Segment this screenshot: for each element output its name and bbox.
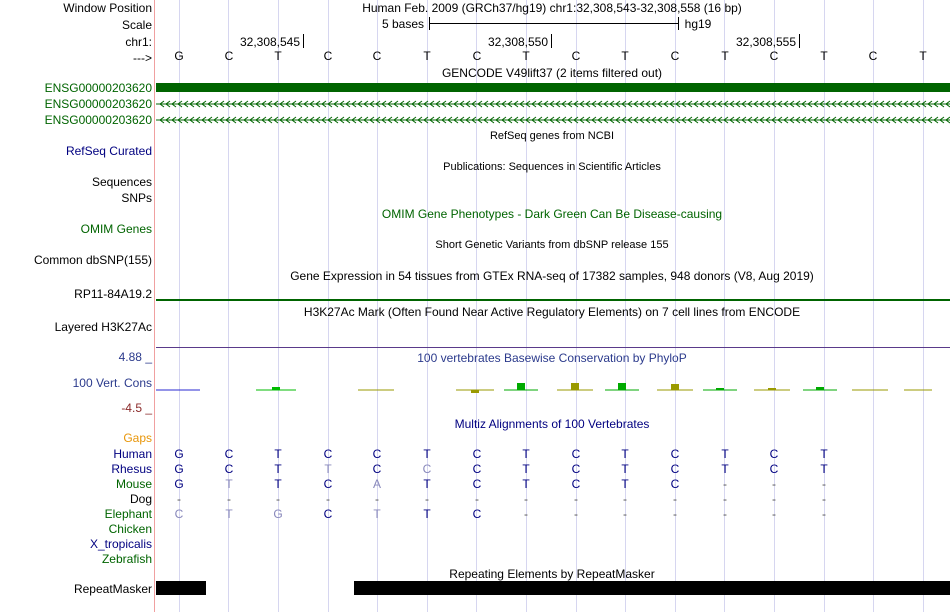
alignment-base: T [721, 447, 729, 461]
alignment-base: T [423, 507, 431, 521]
alignment-base: C [422, 462, 432, 476]
alignment-base: T [820, 447, 828, 461]
alignment-base: - [822, 492, 826, 506]
species-label[interactable]: Elephant [104, 507, 152, 521]
scale-assembly: hg19 [684, 17, 712, 31]
conservation-glyph [272, 387, 280, 390]
alignment-base: C [571, 477, 581, 491]
gaps-label[interactable]: Gaps [123, 431, 152, 445]
gtex-expression-bar[interactable] [156, 299, 950, 301]
alignment-base: - [673, 492, 677, 506]
gencode-item-label[interactable]: ENSG00000203620 [44, 81, 152, 95]
conservation-min-label: -4.5 _ [121, 401, 152, 415]
window-position-value: Human Feb. 2009 (GRCh37/hg19) chr1:32,308,543-32,308,558 (16 bp) [362, 1, 742, 15]
dna-base: C [868, 49, 878, 63]
repeat-element-block[interactable] [156, 581, 206, 595]
species-label[interactable]: Zebrafish [101, 552, 152, 566]
alignment-base: - [623, 507, 627, 521]
alignment-base: - [524, 492, 528, 506]
alignment-base: C [174, 507, 184, 521]
alignment-base: - [425, 492, 429, 506]
alignment-base: G [174, 477, 184, 491]
alignment-base: C [670, 462, 680, 476]
repeat-element-block[interactable] [354, 581, 950, 595]
dna-base: C [472, 49, 482, 63]
alignment-base: C [472, 462, 482, 476]
dna-base: C [670, 49, 680, 63]
conservation-track-label[interactable]: 100 Vert. Cons [72, 376, 152, 390]
conservation-glyph [618, 383, 626, 390]
alignment-base: - [822, 477, 826, 491]
alignment-base: C [571, 447, 581, 461]
dna-base: T [621, 49, 629, 63]
dna-base: C [571, 49, 581, 63]
alignment-base: - [723, 507, 727, 521]
gencode-item-label[interactable]: ENSG00000203620 [44, 97, 152, 111]
alignment-base: G [174, 447, 184, 461]
alignment-base: - [375, 492, 379, 506]
dna-base: G [174, 49, 184, 63]
alignment-base: T [621, 447, 629, 461]
alignment-base: T [522, 462, 530, 476]
alignment-base: - [276, 492, 280, 506]
multiz-track-title: Multiz Alignments of 100 Vertebrates [454, 417, 650, 431]
alignment-base: C [372, 447, 382, 461]
alignment-base: T [621, 462, 629, 476]
conservation-glyph [671, 384, 679, 390]
alignment-base: T [621, 477, 629, 491]
species-label[interactable]: Rhesus [111, 462, 152, 476]
alignment-base: T [373, 507, 381, 521]
alignment-base: - [772, 477, 776, 491]
alignment-base: T [522, 447, 530, 461]
alignment-base: C [472, 507, 482, 521]
alignment-base: C [372, 462, 382, 476]
alignment-base: T [274, 462, 282, 476]
repeatmasker-track-title: Repeating Elements by RepeatMasker [449, 567, 655, 581]
species-label[interactable]: Chicken [108, 522, 152, 536]
dna-base: T [919, 49, 927, 63]
alignment-base: T [225, 477, 233, 491]
alignment-base: T [423, 477, 431, 491]
conservation-glyph [517, 383, 525, 390]
conservation-max-label: 4.88 _ [118, 350, 152, 364]
alignment-base: - [623, 492, 627, 506]
coord-label: 32,308,550 [487, 35, 549, 49]
snps-track-label[interactable]: SNPs [121, 191, 152, 205]
alignment-base: - [723, 477, 727, 491]
alignment-base: C [670, 447, 680, 461]
conservation-track-title: 100 vertebrates Basewise Conservation by PhyloP [417, 351, 687, 365]
alignment-base: - [177, 492, 181, 506]
dna-base: T [820, 49, 828, 63]
alignment-base: - [723, 492, 727, 506]
species-label[interactable]: Mouse [115, 477, 152, 491]
alignment-base: - [772, 507, 776, 521]
publications-track-title: Publications: Sequences in Scientific Articles [443, 161, 661, 173]
alignment-base: T [423, 447, 431, 461]
alignment-base: - [673, 507, 677, 521]
alignment-base: C [323, 507, 333, 521]
alignment-base: - [227, 492, 231, 506]
alignment-base: C [224, 447, 234, 461]
alignment-base: T [274, 477, 282, 491]
dna-base: C [372, 49, 382, 63]
gencode-track-title: GENCODE V49lift37 (2 items filtered out) [441, 66, 663, 80]
species-label[interactable]: X_tropicalis [89, 537, 152, 551]
alignment-base: T [225, 507, 233, 521]
scale-label: Scale [121, 18, 152, 32]
coord-label: 32,308,545 [239, 35, 301, 49]
conservation-glyph [716, 388, 724, 390]
alignment-base: G [174, 462, 184, 476]
alignment-base: G [273, 507, 283, 521]
alignment-base: A [372, 477, 381, 491]
alignment-base: - [822, 507, 826, 521]
alignment-base: - [475, 492, 479, 506]
alignment-base: T [324, 462, 332, 476]
dna-base: C [224, 49, 234, 63]
h3k27ac-track-label[interactable]: Layered H3K27Ac [54, 320, 152, 334]
gtex-track-label[interactable]: RP11-84A19.2 [74, 287, 152, 301]
scale-value: 5 bases [381, 17, 425, 31]
alignment-base: T [820, 462, 828, 476]
conservation-glyph [768, 388, 776, 390]
dna-base: T [274, 49, 282, 63]
alignment-base: - [574, 507, 578, 521]
dna-base: C [769, 49, 779, 63]
dna-base: T [423, 49, 431, 63]
alignment-base: T [522, 477, 530, 491]
conservation-glyph [471, 390, 479, 393]
alignment-base: C [670, 477, 680, 491]
alignment-base: C [472, 447, 482, 461]
refseq-track-label[interactable]: RefSeq Curated [65, 144, 152, 158]
dna-base: T [522, 49, 530, 63]
species-label[interactable]: Human [113, 447, 152, 461]
alignment-base: T [274, 447, 282, 461]
alignment-base: C [472, 477, 482, 491]
alignment-base: - [772, 492, 776, 506]
omim-track-title: OMIM Gene Phenotypes - Dark Green Can Be Disease-causing [381, 207, 723, 221]
alignment-base: T [721, 462, 729, 476]
strand-arrow-label: ---> [133, 51, 152, 65]
alignment-base: C [323, 447, 333, 461]
alignment-base: - [524, 507, 528, 521]
species-label[interactable]: Dog [129, 492, 152, 506]
gencode-item-label[interactable]: ENSG00000203620 [44, 113, 152, 127]
alignment-base: - [574, 492, 578, 506]
refseq-track-title: RefSeq genes from NCBI [489, 130, 615, 142]
dbsnp-track-title: Short Genetic Variants from dbSNP release 155 [435, 239, 669, 251]
omim-track-label[interactable]: OMIM Genes [80, 222, 152, 236]
sequences-track-label[interactable]: Sequences [91, 175, 152, 189]
alignment-base: C [224, 462, 234, 476]
dna-base: T [721, 49, 729, 63]
conservation-glyph [571, 383, 579, 390]
gtex-track-title: Gene Expression in 54 tissues from GTEx RNA-seq of 17382 samples, 948 donors (V8, Aug 2019) [290, 269, 814, 283]
alignment-base: - [326, 492, 330, 506]
alignment-base: C [769, 462, 779, 476]
alignment-base: C [571, 462, 581, 476]
alignment-base: C [769, 447, 779, 461]
coord-label: 32,308,555 [735, 35, 797, 49]
h3k27ac-signal-line [156, 347, 950, 348]
conservation-glyph [816, 387, 824, 390]
h3k27ac-track-title: H3K27Ac Mark (Often Found Near Active Regulatory Elements) on 7 cell lines from ENCODE [303, 305, 801, 319]
alignment-base: C [323, 477, 333, 491]
repeatmasker-track-label[interactable]: RepeatMasker [73, 582, 152, 596]
window-position-label: Window Position [63, 1, 152, 15]
dna-base: C [323, 49, 333, 63]
dbsnp-track-label[interactable]: Common dbSNP(155) [33, 253, 152, 267]
chrom-label: chr1: [125, 35, 152, 49]
